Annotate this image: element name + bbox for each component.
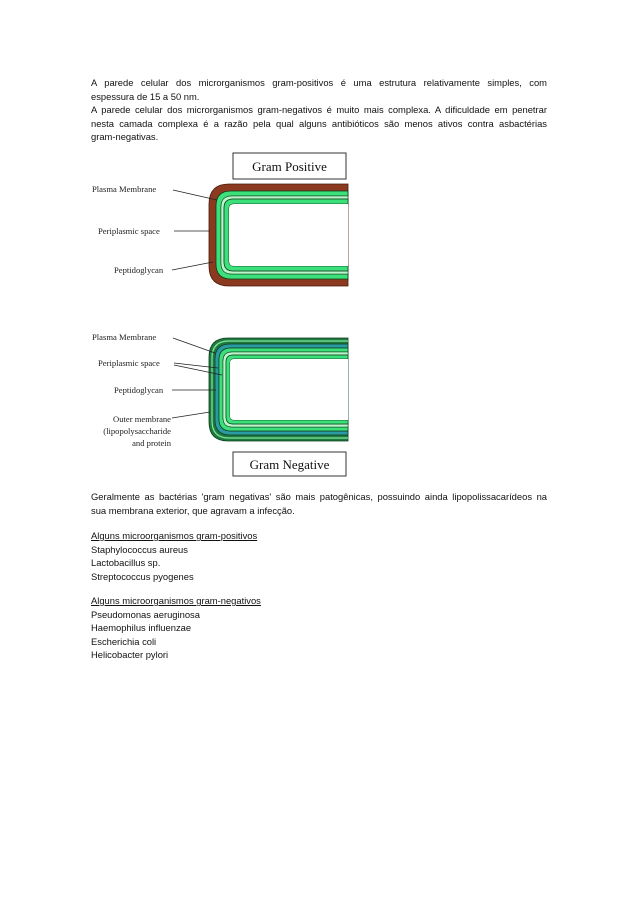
gram-positive-label-peptidoglycan: Peptidoglycan	[114, 265, 164, 275]
gram-negative-label-outer-membrane-lps: (lipopolysaccharide	[103, 426, 171, 436]
cell-wall-figure	[88, 150, 352, 478]
gram-negative-list	[91, 594, 261, 662]
gram-negative-label-outer-membrane: Outer membrane	[113, 414, 171, 424]
list-item: Helicobacter pylori	[91, 649, 169, 661]
gram-negative-title: Gram Negative	[249, 457, 330, 472]
list-item: Staphylococcus aureus	[91, 543, 188, 555]
gram-negative-list-heading: Alguns microorganismos gram-negativos	[91, 595, 261, 606]
gram-negative-label-plasma-membrane: Plasma Membrane	[92, 332, 157, 342]
gram-negative-label-peptidoglycan: Peptidoglycan	[114, 385, 164, 395]
paragraph-line: sua membrana exterior, que agravam a infecção.	[91, 504, 295, 516]
gram-positive-pointer-peptidoglycan	[172, 262, 213, 270]
paragraph-line: gram-negativas.	[91, 131, 159, 143]
list-item: Pseudomonas aeruginosa	[91, 608, 200, 620]
gram-negative-label-outer-membrane-protein: and protein	[132, 438, 171, 448]
paragraph-line: espessura de 15 a 50 nm.	[91, 90, 200, 102]
gram-positive-diagram	[92, 153, 348, 286]
gram-positive-cytoplasm	[229, 204, 348, 266]
gram-negative-label-periplasmic-space: Periplasmic space	[98, 358, 160, 368]
gram-positive-label-plasma-membrane: Plasma Membrane	[92, 184, 157, 194]
paragraph-line: A parede celular dos microrganismos gram-negativos é muito mais complexa. A dificuldade em penetrar	[91, 104, 547, 115]
list-item: Streptococcus pyogenes	[91, 570, 194, 582]
summary-paragraph	[91, 490, 547, 517]
gram-negative-pointer-outer-membrane	[172, 412, 210, 418]
paragraph-line: Geralmente as bactérias 'gram negativas' são mais patogênicas, possuindo ainda lipopolissacarídeos na	[91, 491, 547, 502]
gram-negative-cytoplasm	[230, 359, 348, 420]
gram-positive-list-heading: Alguns microorganismos gram-positivos	[91, 530, 258, 541]
gram-positive-title: Gram Positive	[252, 159, 327, 174]
paragraph-line: nesta camada complexa é a razão pela qual alguns antibióticos são menos ativos contra asbactérias	[91, 117, 547, 129]
gram-positive-list	[91, 529, 257, 583]
paragraph-line: A parede celular dos microrganismos gram-positivos é uma estrutura relativamente simples, com	[91, 77, 547, 88]
intro-paragraph-gram-positive	[91, 76, 547, 103]
list-item: Haemophilus influenzae	[91, 622, 192, 634]
gram-negative-pointer-plasma-membrane	[173, 338, 215, 353]
intro-paragraph-gram-negative	[91, 103, 547, 144]
gram-positive-label-periplasmic-space: Periplasmic space	[98, 226, 160, 236]
list-item: Lactobacillus sp.	[91, 557, 161, 569]
gram-negative-diagram	[92, 332, 348, 476]
list-item: Escherichia coli	[91, 635, 157, 647]
